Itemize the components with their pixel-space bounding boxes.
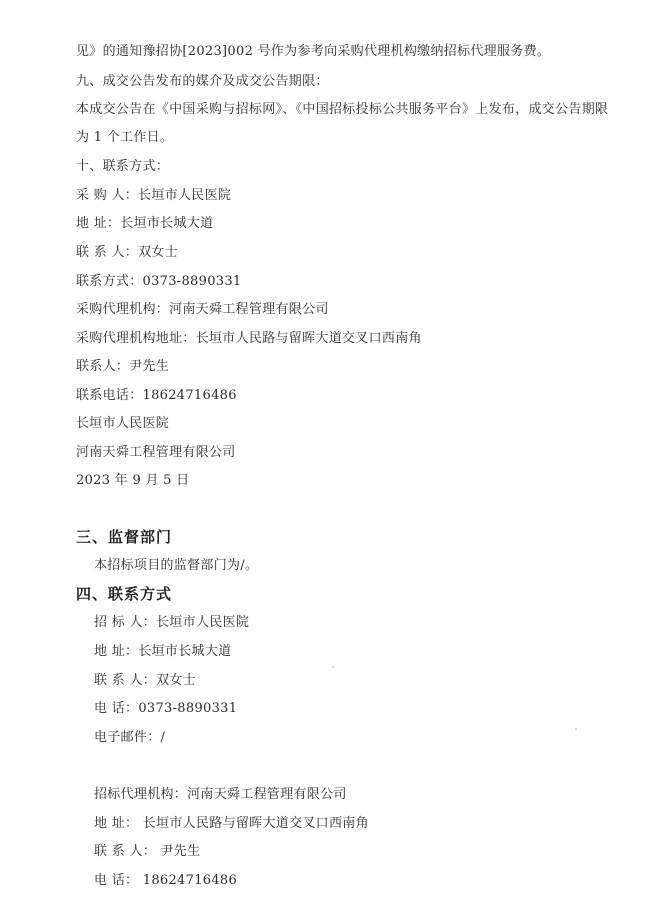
- scan-speck: [575, 728, 577, 730]
- tender-agency-contact-line: 联 系 人： 尹先生: [94, 844, 201, 859]
- section3-heading: 三、监督部门: [76, 528, 173, 546]
- tenderer-phone-line: 电 话：0373-8890331: [94, 701, 238, 716]
- tenderer-email-line: 电子邮件：/: [94, 730, 166, 745]
- signature-date: 2023 年 9 月 5 日: [76, 473, 190, 488]
- agency-phone-line: 联系电话：18624716486: [76, 388, 237, 403]
- agency-contact-line: 联系人：尹先生: [76, 359, 170, 374]
- section4-heading: 四、联系方式: [76, 585, 173, 603]
- purchaser-phone-line: 联系方式：0373-8890331: [76, 274, 242, 289]
- purchaser-line: 采 购 人：长垣市人民医院: [76, 188, 232, 203]
- purchaser-contact-line: 联 系 人：双女士: [76, 245, 178, 260]
- signature-purchaser: 长垣市人民医院: [76, 416, 170, 431]
- scan-speck: [332, 666, 334, 668]
- tender-agency-phone-line: 电 话： 18624716486: [94, 873, 238, 888]
- tenderer-line: 招 标 人：长垣市人民医院: [94, 615, 250, 630]
- doc-line-section9-title: 九、成交公告发布的媒介及成交公告期限：: [76, 74, 329, 89]
- doc-line-section10-title: 十、联系方式：: [76, 159, 170, 174]
- doc-line-publish-period: 为 1 个工作日。: [76, 130, 174, 145]
- tenderer-address-line: 地 址：长垣市长城大道: [94, 644, 232, 659]
- tender-agency-address-line: 地 址： 长垣市人民路与留晖大道交叉口西南角: [94, 816, 369, 831]
- doc-line-publish-media: 本成交公告在《中国采购与招标网》、《中国招标投标公共服务平台》上发布，成交公告期限: [76, 102, 609, 117]
- doc-line-fee-notice: 见》的通知豫招协[2023]002 号作为参考向采购代理机构缴纳招标代理服务费。: [76, 44, 551, 59]
- agency-address-line: 采购代理机构地址：长垣市人民路与留晖大道交叉口西南角: [76, 331, 422, 346]
- agency-line: 采购代理机构：河南天舜工程管理有限公司: [76, 302, 329, 317]
- signature-agency: 河南天舜工程管理有限公司: [76, 445, 236, 460]
- supervision-text: 本招标项目的监督部门为/。: [94, 558, 259, 573]
- purchaser-address-line: 地 址：长垣市长城大道: [76, 216, 214, 231]
- tender-agency-line: 招标代理机构：河南天舜工程管理有限公司: [94, 787, 347, 802]
- tenderer-contact-line: 联 系 人：双女士: [94, 673, 196, 688]
